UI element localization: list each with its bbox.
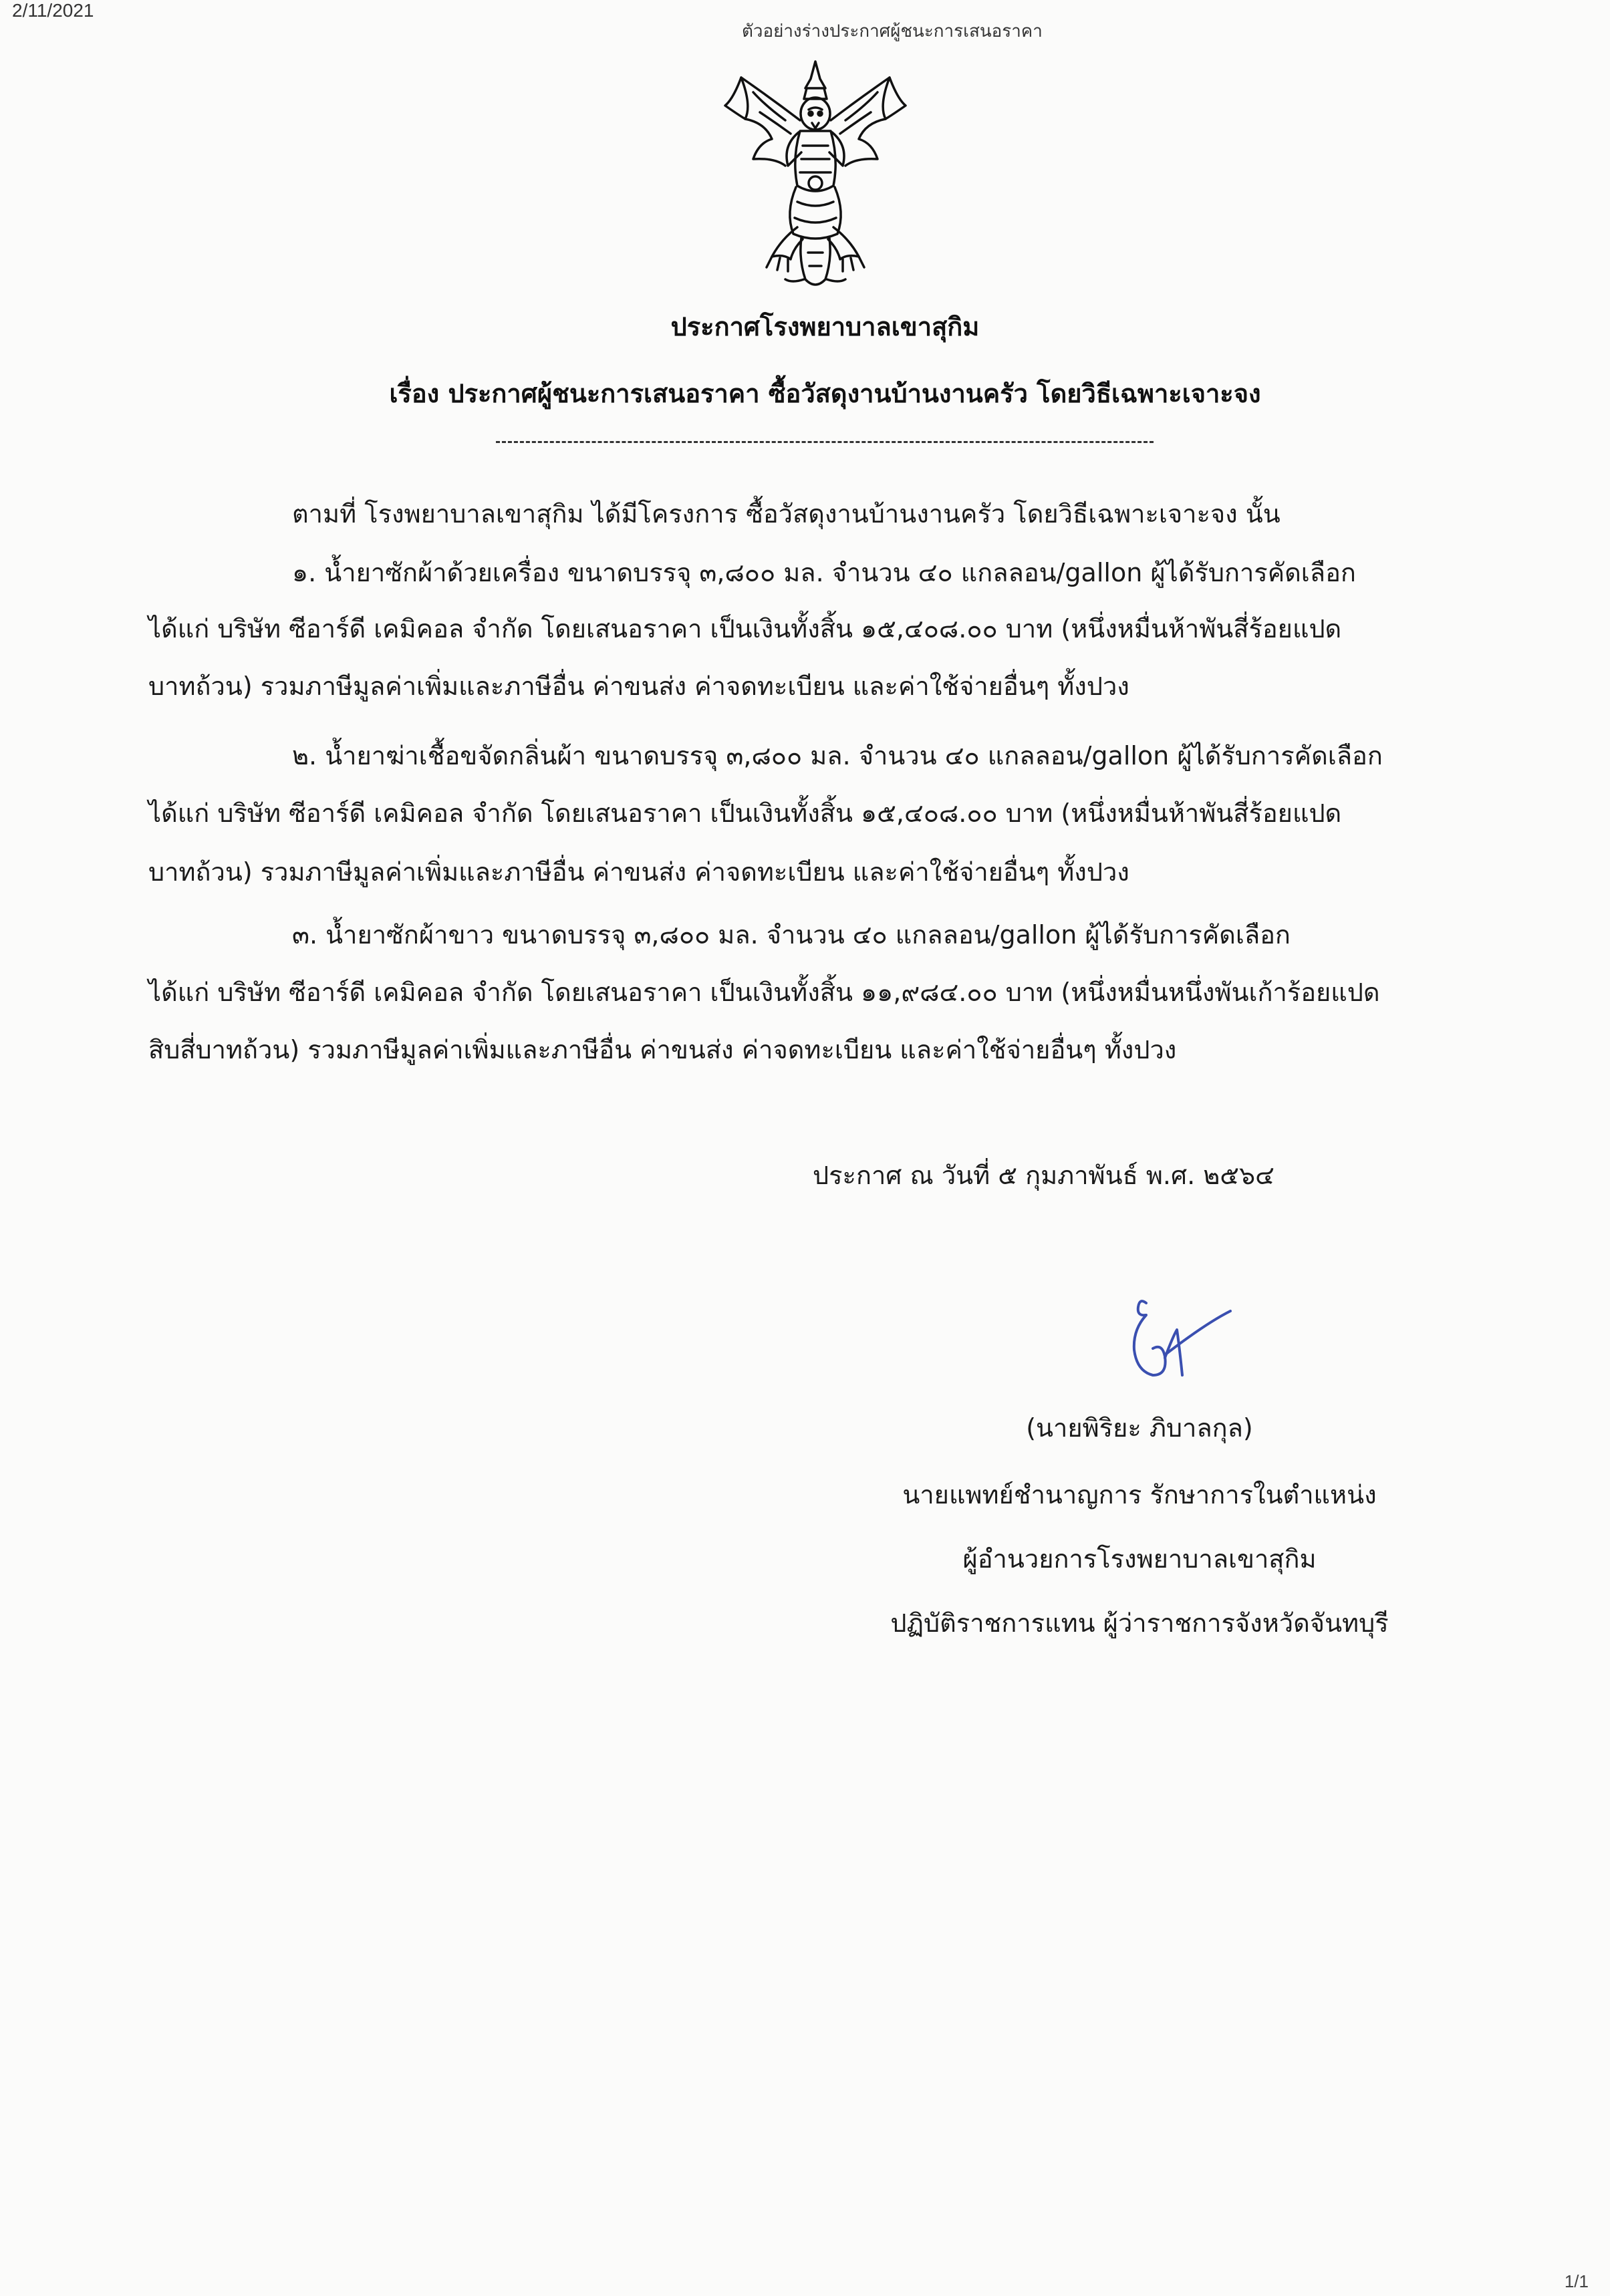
item-2-line-2: ได้แก่ บริษัท ซีอาร์ดี เคมิคอล จำกัด โดยเสนอราคา เป็นเงินทั้งสิ้น ๑๕,๔๐๘.๐๐ บาท (หนึ่งหมื่นห้าพันสี่ร้อยแปด bbox=[148, 799, 1342, 828]
title-divider bbox=[496, 441, 1154, 443]
item-3-line-1: ๓. น้ำยาซักผ้าขาว ขนาดบรรจุ ๓,๘๐๐ มล. จำนวน ๔๐ แกลลอน/gallon ผู้ได้รับการคัดเลือก bbox=[292, 920, 1291, 950]
announce-date: ประกาศ ณ วันที่ ๕ กุมภาพันธ์ พ.ศ. ๒๕๖๔ bbox=[813, 1161, 1274, 1190]
item-3-line-2: ได้แก่ บริษัท ซีอาร์ดี เคมิคอล จำกัด โดยเสนอราคา เป็นเงินทั้งสิ้น ๑๑,๙๘๔.๐๐ บาท (หนึ่งหมื่นหนึ่งพันเก้าร้อยแปด bbox=[148, 978, 1380, 1007]
item-2-line-3: บาทถ้วน) รวมภาษีมูลค่าเพิ่มและภาษีอื่น ค่าขนส่ง ค่าจดทะเบียน และค่าใช้จ่ายอื่นๆ ทั้งปวง bbox=[148, 857, 1129, 887]
item-3-line-3: สิบสี่บาทถ้วน) รวมภาษีมูลค่าเพิ่มและภาษีอื่น ค่าขนส่ง ค่าจดทะเบียน และค่าใช้จ่ายอื่นๆ ทั้งปวง bbox=[148, 1035, 1177, 1064]
body-intro: ตามที่ โรงพยาบาลเขาสุกิม ได้มีโครงการ ซื้อวัสดุงานบ้านงานครัว โดยวิธีเฉพาะเจาะจง นั้น bbox=[292, 499, 1281, 529]
signer-position-2: ผู้อำนวยการโรงพยาบาลเขาสุกิม bbox=[962, 1544, 1317, 1574]
document-subject: เรื่อง ประกาศผู้ชนะการเสนอราคา ซื้อวัสดุงานบ้านงานครัว โดยวิธีเฉพาะเจาะจง bbox=[389, 379, 1261, 408]
garuda-emblem-icon bbox=[718, 59, 912, 293]
print-header: ตัวอย่างร่างประกาศผู้ชนะการเสนอราคา bbox=[742, 21, 1043, 41]
signer-position-3: ปฏิบัติราชการแทน ผู้ว่าราชการจังหวัดจันทบุรี bbox=[890, 1608, 1389, 1638]
item-1-line-3: บาทถ้วน) รวมภาษีมูลค่าเพิ่มและภาษีอื่น ค่าขนส่ง ค่าจดทะเบียน และค่าใช้จ่ายอื่นๆ ทั้งปวง bbox=[148, 672, 1129, 701]
item-2-line-1: ๒. น้ำยาฆ่าเชื้อขจัดกลิ่นผ้า ขนาดบรรจุ ๓,๘๐๐ มล. จำนวน ๔๐ แกลลอน/gallon ผู้ได้รับการคัดเลือก bbox=[292, 741, 1383, 770]
document-title: ประกาศโรงพยาบาลเขาสุกิม bbox=[670, 312, 980, 341]
signer-position-1: นายแพทย์ชำนาญการ รักษาการในตำแหน่ง bbox=[902, 1480, 1377, 1510]
print-date: 2/11/2021 bbox=[12, 0, 94, 21]
signature-mark bbox=[1099, 1296, 1240, 1397]
signer-name: (นายพิริยะ ภิบาลกุล) bbox=[1026, 1413, 1253, 1443]
page-number: 1/1 bbox=[1564, 2271, 1589, 2291]
item-1-line-2: ได้แก่ บริษัท ซีอาร์ดี เคมิคอล จำกัด โดยเสนอราคา เป็นเงินทั้งสิ้น ๑๕,๔๐๘.๐๐ บาท (หนึ่งหมื่นห้าพันสี่ร้อยแปด bbox=[148, 614, 1342, 643]
item-1-line-1: ๑. น้ำยาซักผ้าด้วยเครื่อง ขนาดบรรจุ ๓,๘๐๐ มล. จำนวน ๔๐ แกลลอน/gallon ผู้ได้รับการคัดเลือก bbox=[292, 558, 1356, 587]
